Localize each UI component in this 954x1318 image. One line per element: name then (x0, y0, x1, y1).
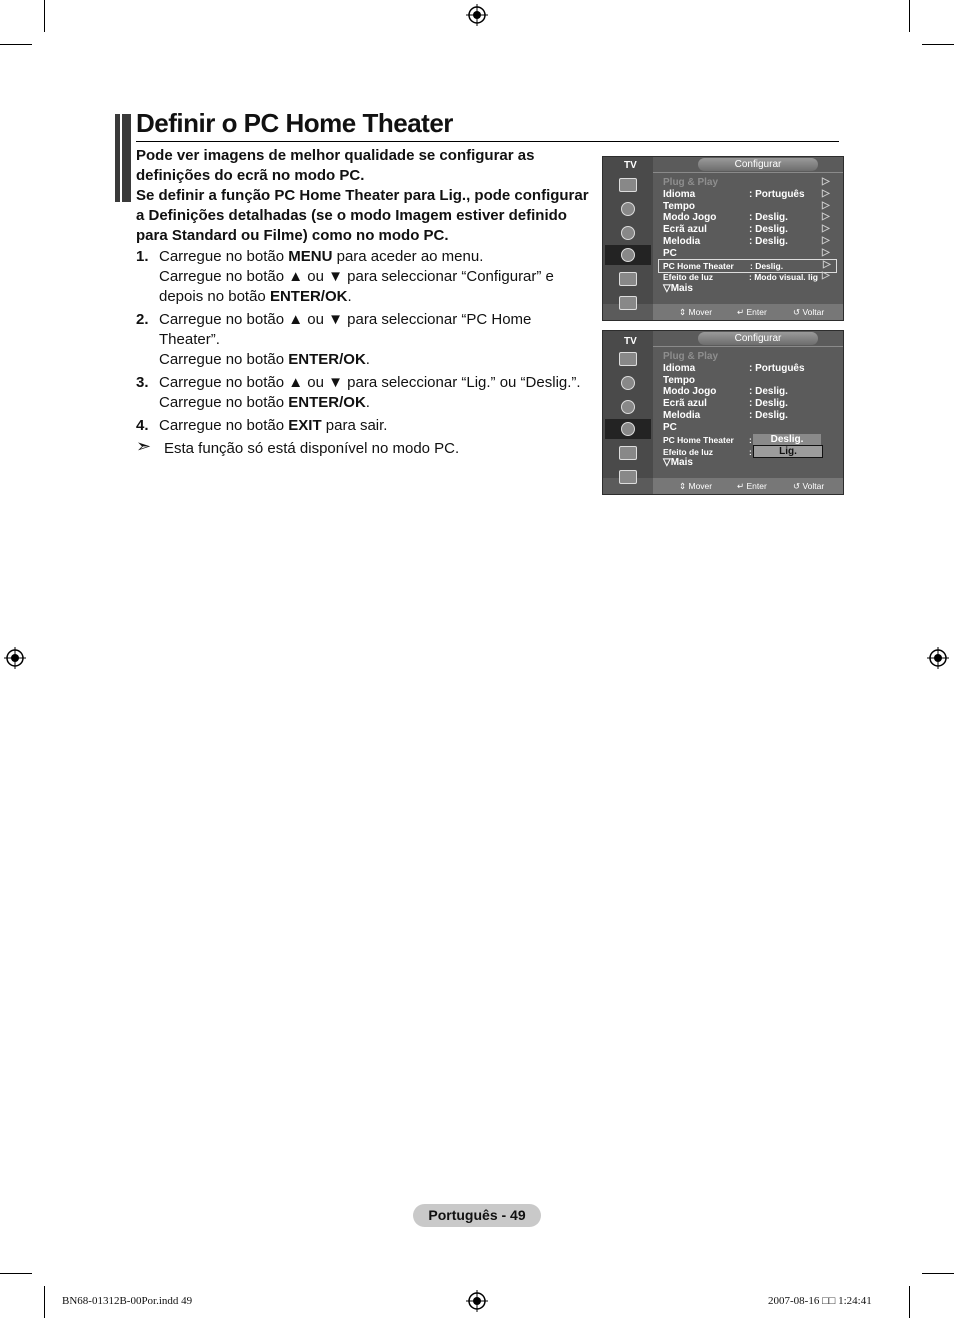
step-text: para aceder ao menu. (332, 248, 484, 265)
step-3 (136, 373, 586, 413)
picture-icon[interactable] (605, 175, 651, 195)
registration-mark-icon (466, 4, 488, 26)
registration-mark-icon (927, 647, 949, 669)
osd-row-mais[interactable]: ▽Mais (663, 283, 693, 294)
picture-icon[interactable] (605, 349, 651, 369)
option-deslig[interactable]: Deslig. (753, 434, 821, 445)
osd-row-tempo[interactable]: Tempo ▷ (663, 200, 830, 212)
osd-divider (653, 346, 843, 347)
osd-row-melodia[interactable]: Melodia : Deslig. (663, 410, 788, 421)
osd-row-efeito-de-luz[interactable]: Efeito de luz : (663, 447, 752, 457)
crop-mark (44, 0, 45, 32)
step-1 (136, 247, 586, 307)
crop-mark (909, 1286, 910, 1318)
button-name: EXIT (288, 417, 322, 434)
osd-header: Configurar (698, 158, 818, 171)
step-number: 3. (136, 374, 149, 391)
title-rule (136, 141, 839, 142)
intro-paragraph: Se definir a função PC Home Theater para Lig., pode configurar a Definições detalhadas (se o modo Imagem estiver definido para Standard ou Filme) como no modo PC. (136, 187, 589, 244)
registration-mark-icon (466, 1290, 488, 1312)
osd-row-idioma[interactable]: Idioma : Português (663, 363, 805, 374)
osd-tv-label: TV (624, 336, 637, 347)
digital-icon[interactable] (605, 467, 651, 487)
back-hint: ↺ Voltar (793, 307, 825, 317)
osd-row-ecra-azul[interactable]: Ecrã azul : Deslig. ▷ (663, 223, 830, 235)
registration-mark-icon (4, 647, 26, 669)
osd-menu-setup-options (602, 330, 844, 495)
osd-row-ecra-azul[interactable]: Ecrã azul : Deslig. (663, 398, 788, 409)
button-name: ENTER/OK (269, 288, 348, 305)
digital-icon[interactable] (605, 293, 651, 313)
osd-row-modo-jogo[interactable]: Modo Jogo : Deslig. (663, 386, 788, 397)
steps-list (136, 247, 586, 459)
step-text: Carregue no botão (159, 394, 289, 411)
sound-icon[interactable] (605, 373, 651, 393)
enter-hint: ↵ Enter (737, 481, 767, 491)
osd-row-idioma[interactable]: Idioma : Português ▷ (663, 188, 830, 200)
osd-tv-label: TV (624, 160, 637, 171)
back-hint: ↺ Voltar (793, 481, 825, 491)
osd-row-efeito-de-luz[interactable]: Efeito de luz : Modo visual. lig ▷ (663, 270, 830, 282)
intro-text (136, 146, 596, 246)
button-name: MENU (288, 248, 333, 265)
page-number-badge: Português - 49 (413, 1204, 541, 1227)
intro-paragraph: Pode ver imagens de melhor qualidade se configurar as definições do ecrã no modo PC. (136, 147, 535, 184)
step-number: 4. (136, 417, 149, 434)
step-text: . (365, 351, 370, 368)
step-text: Carregue no botão ▲ ou ▼ para seleccionar “Configurar” e depois no botão (159, 268, 554, 305)
crop-mark (922, 1273, 954, 1274)
step-text: . (365, 394, 370, 411)
osd-row-tempo[interactable]: Tempo (663, 375, 696, 386)
crop-mark (0, 44, 32, 45)
date-slug: 2007-08-16 □□ 1:24:41 (768, 1295, 872, 1307)
input-icon[interactable] (605, 269, 651, 289)
step-number: 1. (136, 248, 149, 265)
enter-hint: ↵ Enter (737, 307, 767, 317)
step-text: Carregue no botão ▲ ou ▼ para seleccionar “PC Home Theater”. (159, 311, 532, 348)
osd-row-plug-play[interactable]: Plug & Play ▷ (663, 176, 830, 188)
osd-header: Configurar (698, 332, 818, 345)
button-name: ENTER/OK (288, 394, 366, 411)
step-4 (136, 416, 586, 436)
osd-footer (653, 478, 843, 494)
button-name: ENTER/OK (288, 351, 366, 368)
osd-row-pc[interactable]: PC (663, 422, 677, 433)
osd-row-mais[interactable]: ▽Mais (663, 457, 693, 468)
sound-icon[interactable] (605, 199, 651, 219)
crop-mark (922, 44, 954, 45)
step-text: Carregue no botão (159, 417, 289, 434)
osd-row-pc-home-theater[interactable]: PC Home Theater : (663, 435, 752, 445)
step-2 (136, 310, 586, 370)
osd-row-pc-home-theater[interactable]: PC Home Theater : Deslig. ▷ (658, 259, 837, 273)
move-hint: ⇕ Mover (679, 307, 713, 317)
osd-row-plug-play[interactable]: Plug & Play (663, 351, 719, 362)
setup-gear-icon[interactable] (605, 419, 651, 439)
osd-row-modo-jogo[interactable]: Modo Jogo : Deslig. ▷ (663, 211, 830, 223)
input-icon[interactable] (605, 443, 651, 463)
step-text: para sair. (321, 417, 388, 434)
title-accent-bar (122, 114, 131, 202)
osd-menu-setup (602, 156, 844, 321)
channel-icon[interactable] (605, 223, 651, 243)
crop-mark (44, 1286, 45, 1318)
step-text: . (347, 288, 352, 305)
osd-divider (653, 172, 843, 173)
file-slug: BN68-01312B-00Por.indd 49 (62, 1295, 193, 1307)
crop-mark (0, 1273, 32, 1274)
move-hint: ⇕ Mover (679, 481, 713, 491)
title-accent-bar (115, 114, 120, 202)
osd-footer (653, 304, 843, 320)
crop-mark (909, 0, 910, 32)
note (136, 436, 586, 459)
note-arrow-icon: ➣ (136, 436, 152, 456)
osd-row-melodia[interactable]: Melodia : Deslig. ▷ (663, 235, 830, 247)
step-number: 2. (136, 311, 149, 328)
page-title: Definir o PC Home Theater (136, 108, 453, 138)
setup-gear-icon[interactable] (605, 245, 651, 265)
osd-row-pc[interactable]: PC ▷ (663, 247, 830, 259)
step-text: Carregue no botão ▲ ou ▼ para seleccionar “Lig.” ou “Deslig.”. (159, 374, 581, 391)
step-text: Carregue no botão (159, 351, 289, 368)
step-text: Carregue no botão (159, 248, 289, 265)
channel-icon[interactable] (605, 397, 651, 417)
option-lig[interactable]: Lig. (753, 445, 823, 458)
note-text: Esta função só está disponível no modo PC. (164, 440, 460, 457)
